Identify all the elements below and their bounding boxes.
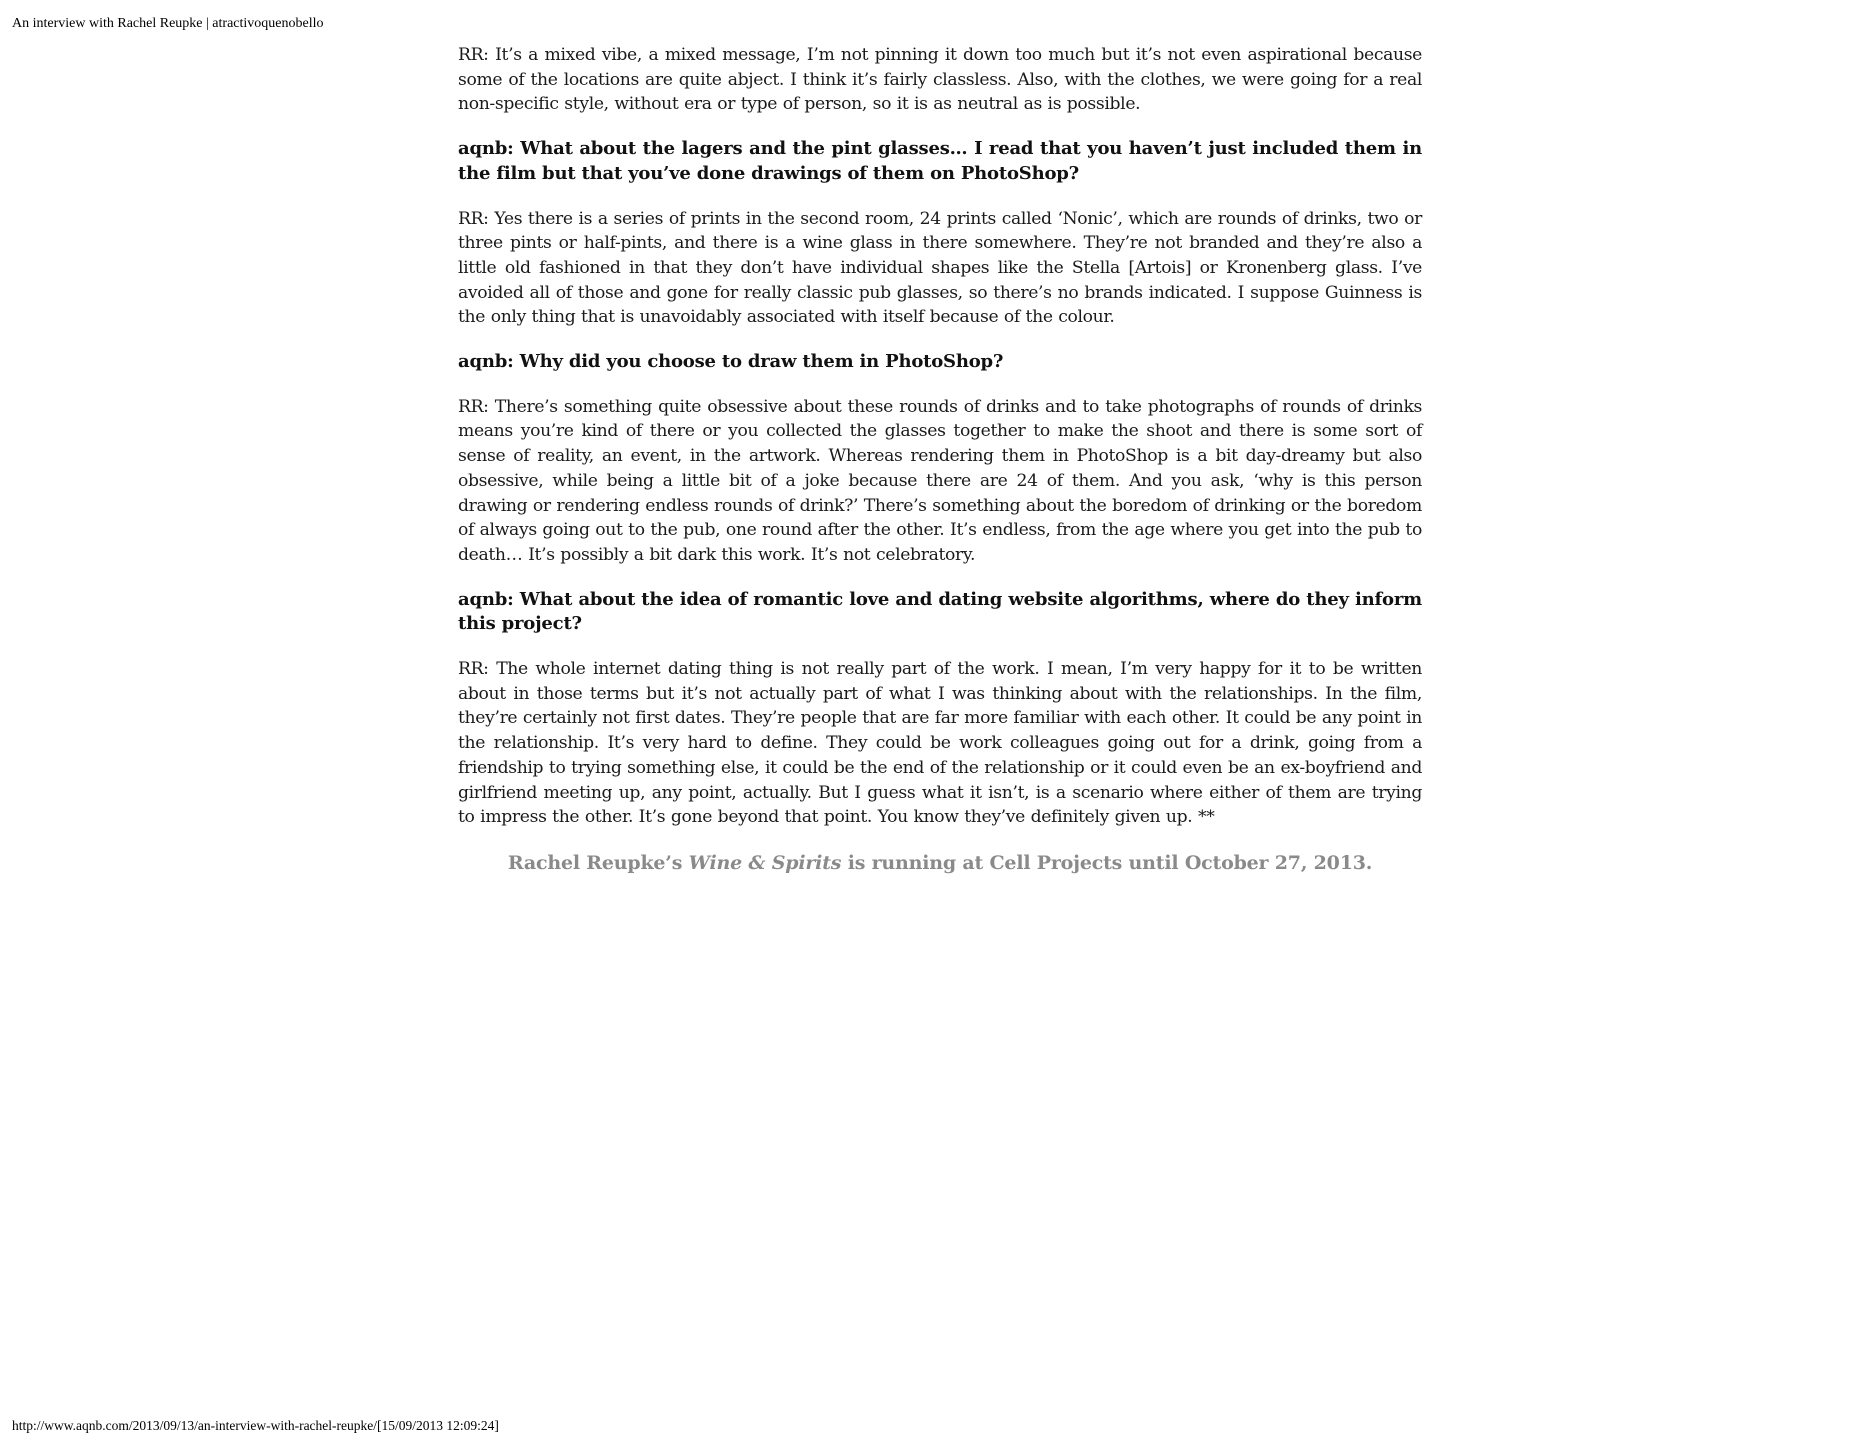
answer-paragraph: RR: Yes there is a series of prints in the second room, 24 prints called ‘Nonic’, which are rounds of drinks, two or three pints or half-pints, and there is a wine glass in there somewhere. They’re not branded and they’re also a little old fashioned in that they don’t have individual shapes like the Stella [Artois] or Kronenberg glass. I’ve avoided all of those and gone for really classic pub glasses, so there’s no brands indicated. I suppose Guinness is the only thing that is unavoidably associated with itself because of the colour.	[458, 208, 1422, 328]
question-paragraph: aqnb: What about the lagers and the pint glasses… I read that you haven’t just included them in the film but that you’ve done drawings of them on PhotoShop?	[458, 138, 1422, 184]
answer-paragraph: RR: The whole internet dating thing is not really part of the work. I mean, I’m very happy for it to be written about in those terms but it’s not actually part of what I was thinking about with the relationships. In the film, they’re certainly not first dates. They’re people that are far more familiar with each other. It could be any point in the relationship. It’s very hard to define. They could be work colleagues going out for a drink, going from a friendship to trying something else, it could be the end of the relationship or it could even be an ex-boyfriend and girlfriend meeting up, any point, actually. But I guess what it isn’t, is a scenario where either of them are trying to impress the other. It’s gone beyond that point. You know they’ve definitely given up. **	[458, 659, 1422, 828]
answer-paragraph: RR: It’s a mixed vibe, a mixed message, I’m not pinning it down too much but it’s not even aspirational because some of the locations are quite abject. I think it’s fairly classless. Also, with the clothes, we were going for a real non-specific style, without era or type of person, so it is as neutral as is possible.	[458, 45, 1422, 115]
answer-paragraph: RR: There’s something quite obsessive about these rounds of drinks and to take photographs of rounds of drinks means you’re kind of there or you collected the glasses together to make the shoot and there is some sort of sense of reality, an event, in the artwork. Whereas rendering them in PhotoShop is a bit day-dreamy but also obsessive, while being a little bit of a joke because there are 24 of them. And you ask, ‘why is this person drawing or rendering endless rounds of drink?’ There’s something about the boredom of drinking or the boredom of always going out to the pub, one round after the other. It’s endless, from the age where you get into the pub to death… It’s possibly a bit dark this work. It’s not celebratory.	[458, 396, 1422, 565]
article-body	[458, 43, 1422, 876]
exhibition-note-lead: Rachel Reupke’s	[507, 851, 689, 874]
exhibition-note-tail: is running at Cell Projects until October 27, 2013.	[841, 851, 1373, 874]
print-header-title: An interview with Rachel Reupke | atractivoquenobello	[12, 16, 324, 31]
exhibition-title: Wine & Spirits	[688, 851, 842, 874]
exhibition-note	[458, 850, 1422, 876]
question-paragraph: aqnb: What about the idea of romantic love and dating website algorithms, where do they inform this project?	[458, 588, 1422, 635]
print-footer-url: http://www.aqnb.com/2013/09/13/an-interview-with-rachel-reupke/[15/09/2013 12:09:24]	[12, 1418, 499, 1433]
question-paragraph: aqnb: Why did you choose to draw them in PhotoShop?	[458, 351, 1004, 373]
